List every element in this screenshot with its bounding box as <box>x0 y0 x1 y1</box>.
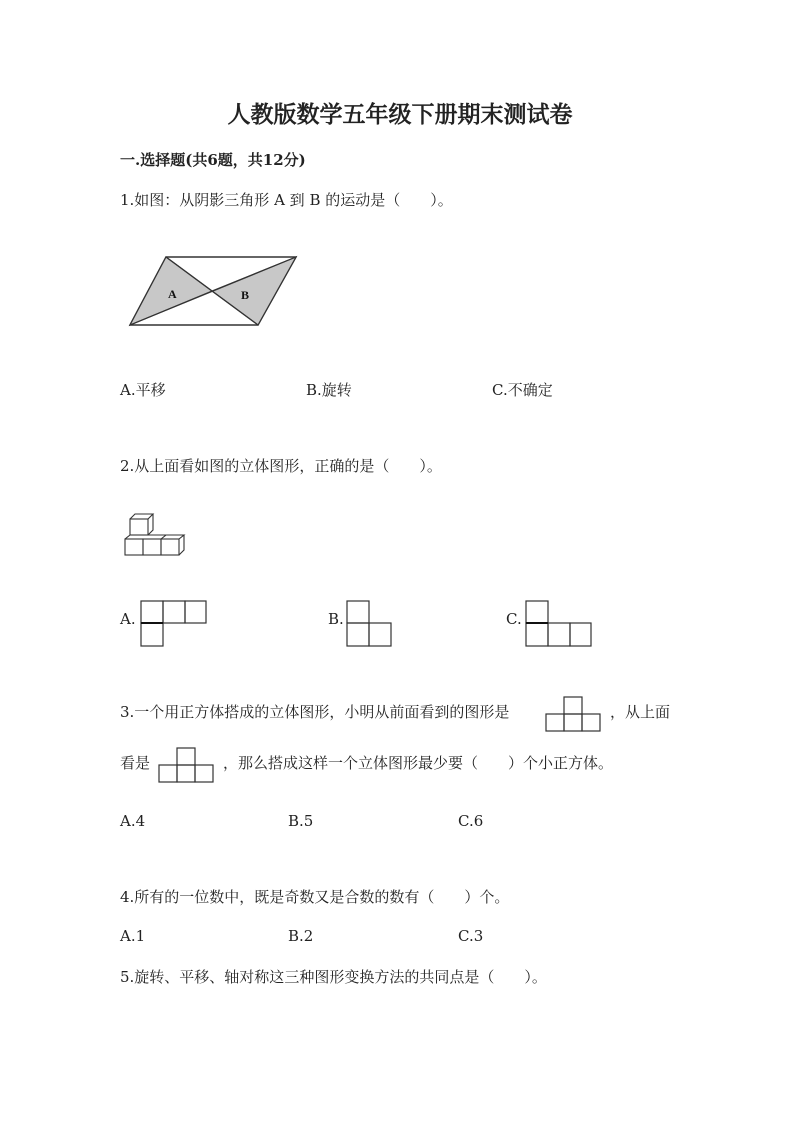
q4-option-a: A.1 <box>120 927 146 945</box>
question-1-text: 1.如图：从阴影三角形 A 到 B 的运动是（ ）。 <box>120 191 453 209</box>
page-title: 人教版数学五年级下册期末测试卷 <box>227 101 573 128</box>
triangle-b <box>212 257 296 325</box>
top-view-figure <box>158 747 218 785</box>
question-3-text-part4: ，那么搭成这样一个立体图形最少要（ ）个小正方体。 <box>223 754 614 772</box>
q2-option-c-figure <box>525 600 593 648</box>
q1-option-c: C.不确定 <box>492 381 553 399</box>
q2-option-b-figure <box>346 600 394 648</box>
parallelogram-figure <box>128 255 300 327</box>
q3-option-a: A.4 <box>120 812 146 830</box>
q1-option-b: B.旋转 <box>306 381 352 399</box>
q2-option-a: A. <box>120 610 136 628</box>
question-4-text: 4.所有的一位数中，既是奇数又是合数的数有（ ）个。 <box>120 888 510 906</box>
question-3-text-part1: 3.一个用正方体搭成的立体图形，小明从前面看到的图形是 <box>120 703 510 721</box>
q3-option-b: B.5 <box>288 812 314 830</box>
question-2-text: 2.从上面看如图的立体图形，正确的是（ ）。 <box>120 457 442 475</box>
question-3-text-part2: ，从上面 <box>610 703 671 721</box>
question-3-text-part3: 看是 <box>120 754 151 772</box>
section-heading: 一.选择题(共6题，共12分) <box>120 151 306 169</box>
q2-option-a-figure <box>140 600 208 648</box>
q2-option-b: B. <box>328 610 344 628</box>
q4-option-c: C.3 <box>458 927 484 945</box>
q1-option-a: A.平移 <box>120 381 166 399</box>
label-a: A <box>168 287 177 301</box>
q4-option-b: B.2 <box>288 927 314 945</box>
front-view-figure <box>545 696 605 734</box>
cube-stack-figure <box>123 512 189 556</box>
label-b: B <box>241 288 250 302</box>
question-5-text: 5.旋转、平移、轴对称这三种图形变换方法的共同点是（ ）。 <box>120 968 547 986</box>
q2-option-c: C. <box>506 610 522 628</box>
q3-option-c: C.6 <box>458 812 484 830</box>
